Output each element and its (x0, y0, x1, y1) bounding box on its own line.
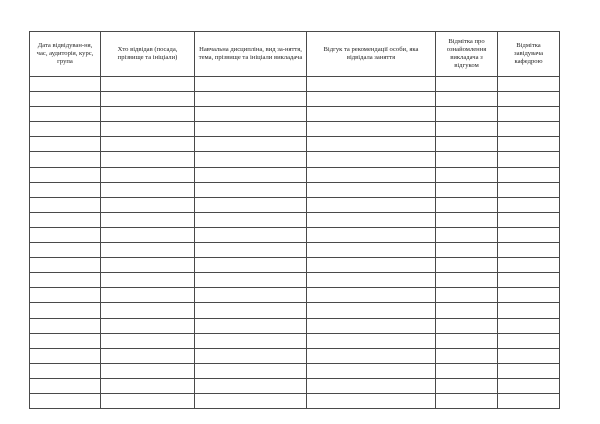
table-cell (195, 348, 307, 363)
table-cell (30, 212, 101, 227)
table-cell (498, 77, 560, 92)
table-cell (195, 137, 307, 152)
table-cell (30, 107, 101, 122)
table-cell (307, 137, 436, 152)
table-cell (30, 77, 101, 92)
table-cell (195, 122, 307, 137)
table-row (30, 243, 560, 258)
table-cell (307, 333, 436, 348)
table-cell (195, 303, 307, 318)
table-cell (30, 137, 101, 152)
table-cell (436, 167, 498, 182)
table-cell (307, 378, 436, 393)
table-cell (101, 227, 195, 242)
table-cell (30, 288, 101, 303)
table-cell (195, 92, 307, 107)
table-cell (498, 92, 560, 107)
column-header-date: Дата відвідуван-ня, час, аудиторія, курс, група (30, 32, 101, 77)
column-header-feedback: Відгук та рекомендації особи, яка відвідала заняття (307, 32, 436, 77)
table-row (30, 258, 560, 273)
table-cell (436, 258, 498, 273)
table-cell (195, 243, 307, 258)
table-cell (498, 122, 560, 137)
table-cell (436, 137, 498, 152)
table-cell (436, 152, 498, 167)
table-cell (436, 393, 498, 408)
table-cell (195, 167, 307, 182)
table-cell (498, 152, 560, 167)
table-cell (30, 378, 101, 393)
table-cell (307, 273, 436, 288)
table-cell (101, 243, 195, 258)
table-row (30, 92, 560, 107)
table-cell (498, 288, 560, 303)
table-cell (101, 378, 195, 393)
table-cell (30, 393, 101, 408)
table-cell (101, 393, 195, 408)
table-cell (307, 212, 436, 227)
column-header-head-of-department-mark: Відмітка завідувача кафедрою (498, 32, 560, 77)
table-cell (30, 92, 101, 107)
table-cell (498, 348, 560, 363)
table-cell (195, 363, 307, 378)
table-cell (307, 288, 436, 303)
table-cell (195, 197, 307, 212)
table-cell (101, 303, 195, 318)
table-cell (101, 212, 195, 227)
table-row (30, 197, 560, 212)
table-cell (498, 378, 560, 393)
table-cell (101, 333, 195, 348)
table-cell (30, 152, 101, 167)
table-cell (195, 152, 307, 167)
table-cell (307, 182, 436, 197)
table-cell (498, 137, 560, 152)
table-cell (101, 182, 195, 197)
table-cell (101, 92, 195, 107)
table-cell (307, 77, 436, 92)
table-cell (436, 227, 498, 242)
table-cell (195, 273, 307, 288)
table-cell (498, 167, 560, 182)
table-cell (436, 288, 498, 303)
table-cell (498, 258, 560, 273)
table-row (30, 137, 560, 152)
table-cell (498, 227, 560, 242)
table-cell (307, 107, 436, 122)
table-row (30, 122, 560, 137)
table-cell (30, 197, 101, 212)
column-header-teacher-acknowledgement: Відмітка про ознайомлення викладача з відгуком (436, 32, 498, 77)
table-row (30, 393, 560, 408)
table-cell (436, 92, 498, 107)
table-cell (195, 227, 307, 242)
table-row (30, 77, 560, 92)
table-cell (30, 318, 101, 333)
table-cell (436, 212, 498, 227)
table-cell (101, 152, 195, 167)
table-row (30, 333, 560, 348)
table-cell (436, 348, 498, 363)
table-cell (307, 167, 436, 182)
table-cell (30, 348, 101, 363)
table-cell (307, 122, 436, 137)
table-cell (195, 333, 307, 348)
table-cell (307, 227, 436, 242)
table-row (30, 363, 560, 378)
table-cell (30, 333, 101, 348)
table-cell (195, 318, 307, 333)
table-cell (30, 167, 101, 182)
table-cell (498, 212, 560, 227)
table-row (30, 182, 560, 197)
column-header-visitor: Хто відвідав (посада, прізвище та ініціали) (101, 32, 195, 77)
table-cell (498, 363, 560, 378)
table-cell (436, 333, 498, 348)
table-cell (307, 92, 436, 107)
table-cell (498, 107, 560, 122)
table-cell (436, 107, 498, 122)
table-cell (307, 363, 436, 378)
table-cell (498, 243, 560, 258)
table-cell (307, 152, 436, 167)
table-row (30, 273, 560, 288)
column-header-discipline: Навчальна дисципліна, вид за-няття, тема, прізвище та ініціали викладача (195, 32, 307, 77)
table-row (30, 107, 560, 122)
table-cell (101, 318, 195, 333)
table-cell (498, 333, 560, 348)
table-cell (436, 378, 498, 393)
table-cell (30, 227, 101, 242)
table-cell (436, 77, 498, 92)
table-cell (195, 107, 307, 122)
table-cell (101, 363, 195, 378)
table-cell (195, 77, 307, 92)
table-cell (101, 107, 195, 122)
table-cell (436, 363, 498, 378)
table-cell (436, 303, 498, 318)
table-cell (195, 393, 307, 408)
table-cell (101, 167, 195, 182)
table-cell (30, 273, 101, 288)
table-row (30, 227, 560, 242)
table-cell (307, 197, 436, 212)
table-cell (101, 197, 195, 212)
table-cell (30, 122, 101, 137)
table-cell (30, 182, 101, 197)
table-cell (30, 303, 101, 318)
table-cell (436, 243, 498, 258)
table-cell (307, 318, 436, 333)
table-cell (30, 363, 101, 378)
table-row (30, 167, 560, 182)
table-body (30, 77, 560, 409)
table-cell (101, 137, 195, 152)
table-cell (498, 318, 560, 333)
table-cell (498, 393, 560, 408)
table-cell (195, 288, 307, 303)
table-cell (436, 182, 498, 197)
table-header-row (30, 32, 560, 77)
table-row (30, 378, 560, 393)
table-row (30, 318, 560, 333)
table-cell (498, 182, 560, 197)
table-row (30, 288, 560, 303)
table-cell (30, 258, 101, 273)
table-cell (195, 212, 307, 227)
table-cell (307, 258, 436, 273)
table-row (30, 212, 560, 227)
visit-log-table (29, 31, 560, 409)
table-cell (195, 378, 307, 393)
table-cell (307, 303, 436, 318)
table-cell (101, 258, 195, 273)
table-cell (436, 197, 498, 212)
table-cell (436, 318, 498, 333)
table-cell (307, 348, 436, 363)
table-cell (195, 182, 307, 197)
table-cell (101, 273, 195, 288)
table-cell (307, 393, 436, 408)
table-row (30, 303, 560, 318)
table-row (30, 152, 560, 167)
table-cell (101, 348, 195, 363)
table-cell (436, 273, 498, 288)
table-cell (101, 122, 195, 137)
table-cell (498, 303, 560, 318)
table-cell (498, 197, 560, 212)
table-cell (498, 273, 560, 288)
table-cell (307, 243, 436, 258)
table-cell (30, 243, 101, 258)
table-cell (101, 77, 195, 92)
table-cell (436, 122, 498, 137)
table-cell (195, 258, 307, 273)
table-cell (101, 288, 195, 303)
table-row (30, 348, 560, 363)
